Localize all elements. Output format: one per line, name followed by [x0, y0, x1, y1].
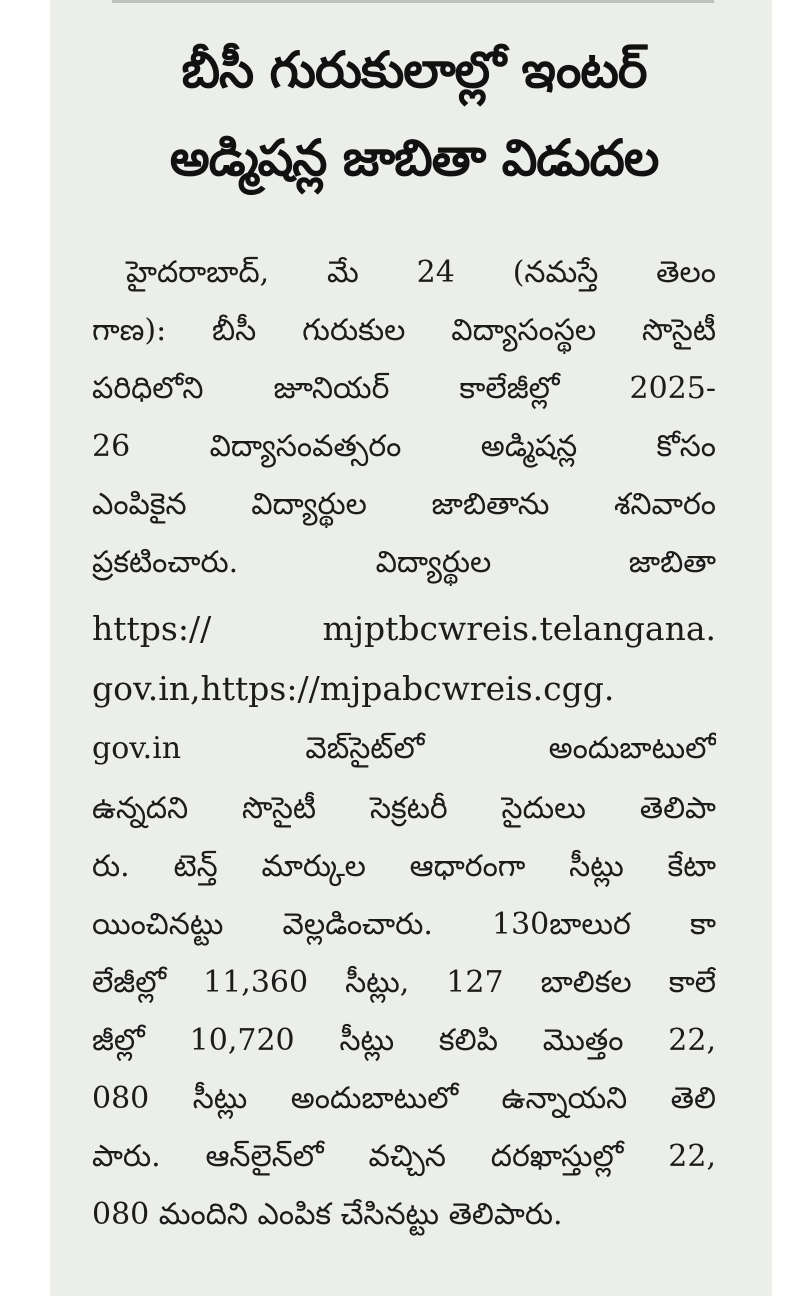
body-line: పరిధిలోని జూనియర్ కాలేజీల్లో 2025- — [92, 371, 716, 406]
top-divider — [112, 0, 714, 3]
body-line: యించినట్టు వెల్లడించారు. 130బాలుర కా — [92, 907, 716, 942]
newspaper-clipping — [50, 0, 772, 1296]
body-line: 080 సీట్లు అందుబాటులో ఉన్నాయని తెలి — [92, 1081, 716, 1116]
headline-line-1: బీసీ గురుకులాల్లో ఇంటర్ — [181, 41, 647, 99]
body-line: 080 మందిని ఎంపిక చేసినట్టు తెలిపారు. — [92, 1197, 563, 1232]
url-line: gov.in,https://mjpabcwreis.cgg. — [92, 669, 615, 708]
body-line: లేజీల్లో 11,360 సీట్లు, 127 బాలికల కాలే — [92, 965, 716, 1000]
body-line: రు. టెన్త్ మార్కుల ఆధారంగా సీట్లు కేటా — [92, 849, 716, 884]
body-line: హైదరాబాద్, మే 24 (నమస్తే తెలం — [126, 255, 716, 290]
body-line: గాణ): బీసీ గురుకుల విద్యాసంస్థల సొసైటీ — [92, 313, 716, 348]
url-line: https:// mjptbcwreis.telangana. — [92, 609, 716, 648]
body-line: ఉన్నదని సొసైటీ సెక్రటరీ సైదులు తెలిపా — [92, 791, 716, 826]
body-line: జీల్లో 10,720 సీట్లు కలిపి మొత్తం 22, — [92, 1023, 716, 1058]
body-line: gov.in వెబ్‌సైట్‌లో అందుబాటులో — [92, 731, 716, 766]
body-line: ప్రకటించారు. విద్యార్థుల జాబితా — [92, 545, 716, 580]
headline-line-2: అడ్మిషన్ల జాబితా విడుదల — [169, 129, 659, 187]
body-line: ఎంపికైన విద్యార్థుల జాబితాను శనివారం — [92, 487, 716, 522]
body-line: 26 విద్యాసంవత్సరం అడ్మిషన్ల కోసం — [92, 429, 716, 464]
body-line: పారు. ఆన్‌లైన్‌లో వచ్చిన దరఖాస్తుల్లో 22, — [92, 1139, 716, 1174]
